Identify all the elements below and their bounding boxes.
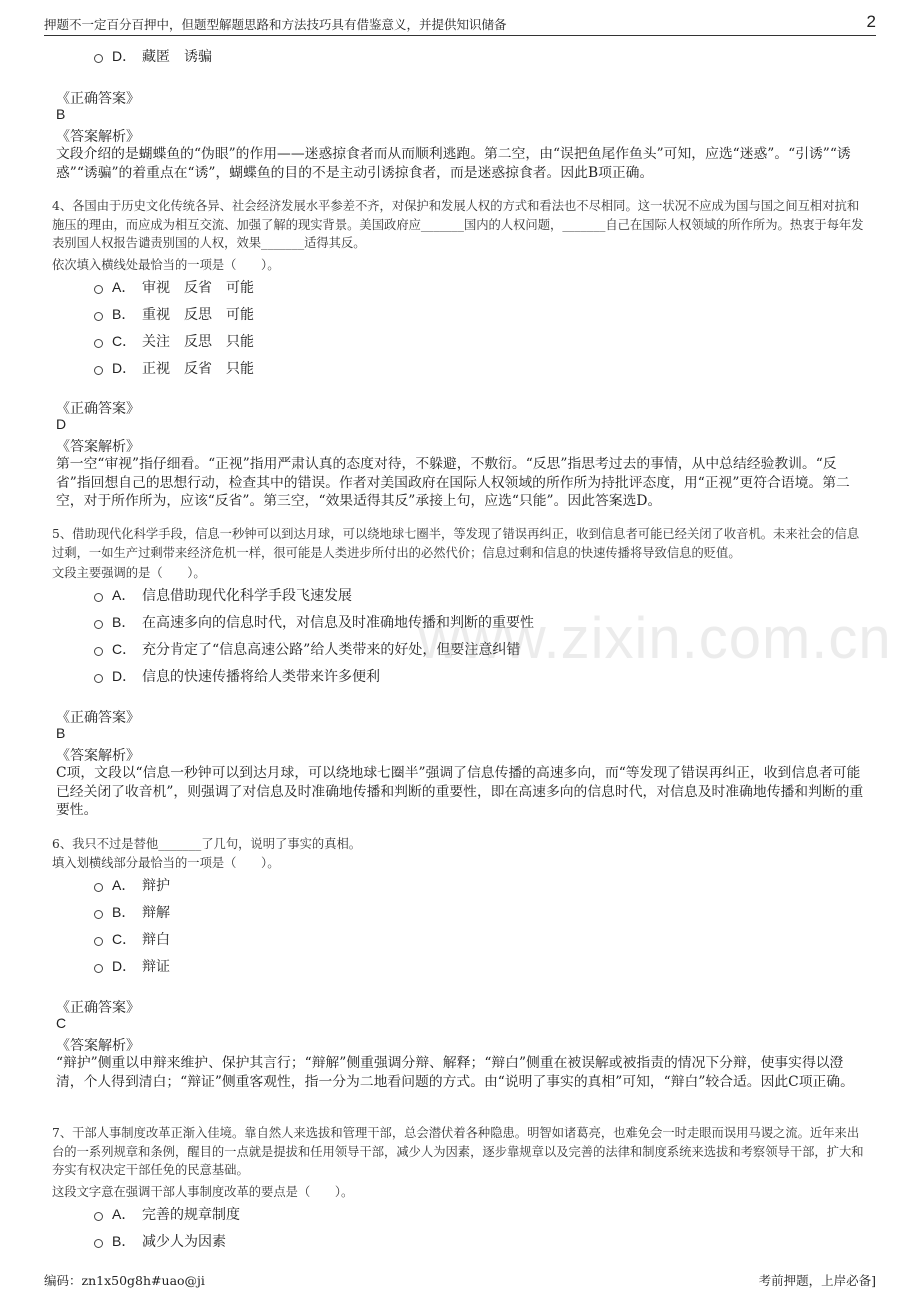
radio-icon[interactable]: [94, 964, 103, 973]
q5-correct-label: 《正确答案》: [56, 710, 140, 726]
option-text: 辩护: [142, 878, 170, 894]
option-text: 正视 反省 只能: [142, 361, 254, 377]
option-text: 辩解: [142, 905, 170, 921]
option-letter: B．: [112, 614, 136, 630]
q6-option-c[interactable]: [94, 929, 170, 949]
option-letter: B．: [112, 306, 136, 322]
q5-option-d[interactable]: [94, 666, 380, 686]
q5-explanation: C项，文段以“信息一秒钟可以到达月球，可以绕地球七圈半”强调了信息传播的高速多向，而“等发现了错误再纠正，收到信息者可能已经关闭了收音机”，则强调了对信息及时准确地传播和判断的重要性，即在高速多向的信息时代，对信息及时准确地传播和判断的重要性。: [56, 765, 864, 818]
radio-icon[interactable]: [94, 285, 103, 294]
page-number: 2: [866, 12, 876, 31]
radio-icon[interactable]: [94, 1239, 103, 1248]
option-text: 重视 反思 可能: [142, 307, 254, 323]
radio-icon[interactable]: [94, 937, 103, 946]
watermark: www.zixin.com.cn: [418, 606, 892, 671]
option-text: 信息借助现代化科学手段飞速发展: [142, 588, 352, 604]
q5-answer: B: [56, 725, 66, 741]
option-text: 充分肯定了“信息高速公路”给人类带来的好处，但要注意纠错: [142, 642, 521, 658]
q6-explanation: “辩护”侧重以申辩来维护、保护其言行；“辩解”侧重强调分辩、解释；“辩白”侧重在被误解或被指责的情况下分辩，使事实得以澄清，个人得到清白；“辩证”侧重客观性，指一分为二地看问题的方式。由“说明了事实的真相”可知，“辩白”较合适。因此C项正确。: [56, 1055, 854, 1090]
q7-stem: 这段文字意在强调干部人事制度改革的要点是（ ）。: [52, 1185, 354, 1199]
q5-analysis-label: 《答案解析》: [56, 748, 140, 764]
q3-explanation: 文段介绍的是蝴蝶鱼的“伪眼”的作用——迷惑掠食者而从而顺利逃跑。第二空，由“误把鱼尾作鱼头”可知，应选“迷惑”。“引诱”“诱惑”“诱骗”的着重点在“诱”，蝴蝶鱼的目的不是主动引诱掠食者，而是迷惑掠食者。因此B项正确。: [56, 146, 851, 181]
option-letter: D．: [112, 958, 137, 974]
q6-option-b[interactable]: [94, 902, 170, 922]
q5-option-b[interactable]: [94, 612, 534, 632]
q4-analysis-label: 《答案解析》: [56, 439, 140, 455]
q6-answer: C: [56, 1015, 67, 1031]
option-text: 完善的规章制度: [142, 1207, 240, 1223]
radio-icon[interactable]: [94, 312, 103, 321]
option-text: 在高速多向的信息时代，对信息及时准确地传播和判断的重要性: [142, 615, 534, 631]
q3-answer: B: [56, 106, 66, 122]
q4-option-c[interactable]: [94, 331, 254, 351]
radio-icon[interactable]: [94, 366, 103, 375]
q4-text: 4、各国由于历史文化传统各异、社会经济发展水平参差不齐，对保护和发展人权的方式和看法也不尽相同。这一状况不应成为国与国之间互相对抗和施压的理由，而应成为相互交流、加强了解的现实背景。美国政府应_______国内的人权问题，_______自己在国际人权领域的所作所为。热衷于每年发表别国人权报告谴责别国的人权，效果_______适得其反。: [52, 199, 864, 250]
q6-text: 6、我只不过是替他_______了几句，说明了事实的真相。: [52, 837, 362, 851]
q5-option-a[interactable]: [94, 585, 352, 605]
radio-icon[interactable]: [94, 674, 103, 683]
option-letter: D．: [112, 360, 137, 376]
option-letter: B．: [112, 1233, 136, 1249]
option-letter: D．: [112, 48, 137, 64]
q7-option-a[interactable]: [94, 1204, 240, 1224]
radio-icon[interactable]: [94, 910, 103, 919]
radio-icon[interactable]: [94, 1212, 103, 1221]
option-letter: C．: [112, 641, 137, 657]
option-letter: D．: [112, 668, 137, 684]
option-letter: C．: [112, 931, 137, 947]
q6-correct-label: 《正确答案》: [56, 1000, 140, 1016]
q5-stem: 文段主要强调的是（ ）。: [52, 566, 206, 580]
option-text: 辩白: [142, 932, 170, 948]
option-text: 关注 反思 只能: [142, 334, 254, 350]
q7-text: 7、干部人事制度改革正渐入佳境。靠自然人来选拔和管理干部，总会潜伏着各种隐患。明智如诸葛亮，也难免会一时走眼而误用马谡之流。近年来出台的一系列规章和条例，醒目的一点就是提拔和任用领导干部，减少人为因素，逐步靠规章以及完善的法律和制度系统来选拔和考察领导干部，扩大和夯实有权决定干部任免的民意基础。: [52, 1126, 864, 1177]
q5-option-c[interactable]: [94, 639, 520, 659]
option-text: 藏匿 诱骗: [142, 49, 212, 65]
radio-icon[interactable]: [94, 620, 103, 629]
radio-icon[interactable]: [94, 593, 103, 602]
q6-analysis-label: 《答案解析》: [56, 1038, 140, 1054]
header-text: 押题不一定百分百押中，但题型解题思路和方法技巧具有借鉴意义，并提供知识储备: [44, 17, 507, 32]
q4-stem: 依次填入横线处最恰当的一项是（ ）。: [52, 258, 280, 272]
radio-icon[interactable]: [94, 883, 103, 892]
q6-option-d[interactable]: [94, 956, 170, 976]
footer-slogan: 考前押题，上岸必备]: [758, 1273, 876, 1288]
q4-correct-label: 《正确答案》: [56, 401, 140, 417]
footer-code: 编码：zn1x50g8h#uao@ji: [44, 1273, 205, 1288]
option-letter: A．: [112, 279, 136, 295]
q4-explanation: 第一空“审视”指仔细看。“正视”指用严肃认真的态度对待，不躲避，不敷衍。“反思”指思考过去的事情，从中总结经验教训。“反省”指回想自己的思想行动，检查其中的错误。作者对美国政府在国际人权领域的所作所为持批评态度，用“正视”更符合语境。第二空，对于所作所为，应该“反省”。第三空，“效果适得其反”承接上句，应选“只能”。因此答案选D。: [56, 456, 850, 509]
option-letter: A．: [112, 587, 136, 603]
q4-option-b[interactable]: [94, 304, 254, 324]
q7-option-b[interactable]: [94, 1231, 226, 1251]
q3-option-d[interactable]: [94, 46, 212, 66]
option-letter: B．: [112, 904, 136, 920]
option-text: 审视 反省 可能: [142, 280, 254, 296]
radio-icon[interactable]: [94, 54, 103, 63]
q6-option-a[interactable]: [94, 875, 170, 895]
option-text: 辩证: [142, 959, 170, 975]
q6-stem: 填入划横线部分最恰当的一项是（ ）。: [52, 856, 280, 870]
q4-option-a[interactable]: [94, 277, 254, 297]
option-letter: A．: [112, 877, 136, 893]
q5-text: 5、借助现代化科学手段，信息一秒钟可以到达月球，可以绕地球七圈半，等发现了错误再纠正，收到信息者可能已经关闭了收音机。未来社会的信息过剩，一如生产过剩带来经济危机一样，很可能是人类进步所付出的必然代价；信息过剩和信息的快速传播将导致信息的贬值。: [52, 527, 860, 560]
radio-icon[interactable]: [94, 647, 103, 656]
page-header: [44, 12, 876, 36]
q3-correct-label: 《正确答案》: [56, 91, 140, 107]
option-letter: A．: [112, 1206, 136, 1222]
q3-analysis-label: 《答案解析》: [56, 129, 140, 145]
option-text: 减少人为因素: [142, 1234, 226, 1250]
radio-icon[interactable]: [94, 339, 103, 348]
q4-option-d[interactable]: [94, 358, 254, 378]
option-letter: C．: [112, 333, 137, 349]
q4-answer: D: [56, 416, 67, 432]
option-text: 信息的快速传播将给人类带来许多便利: [142, 669, 380, 685]
